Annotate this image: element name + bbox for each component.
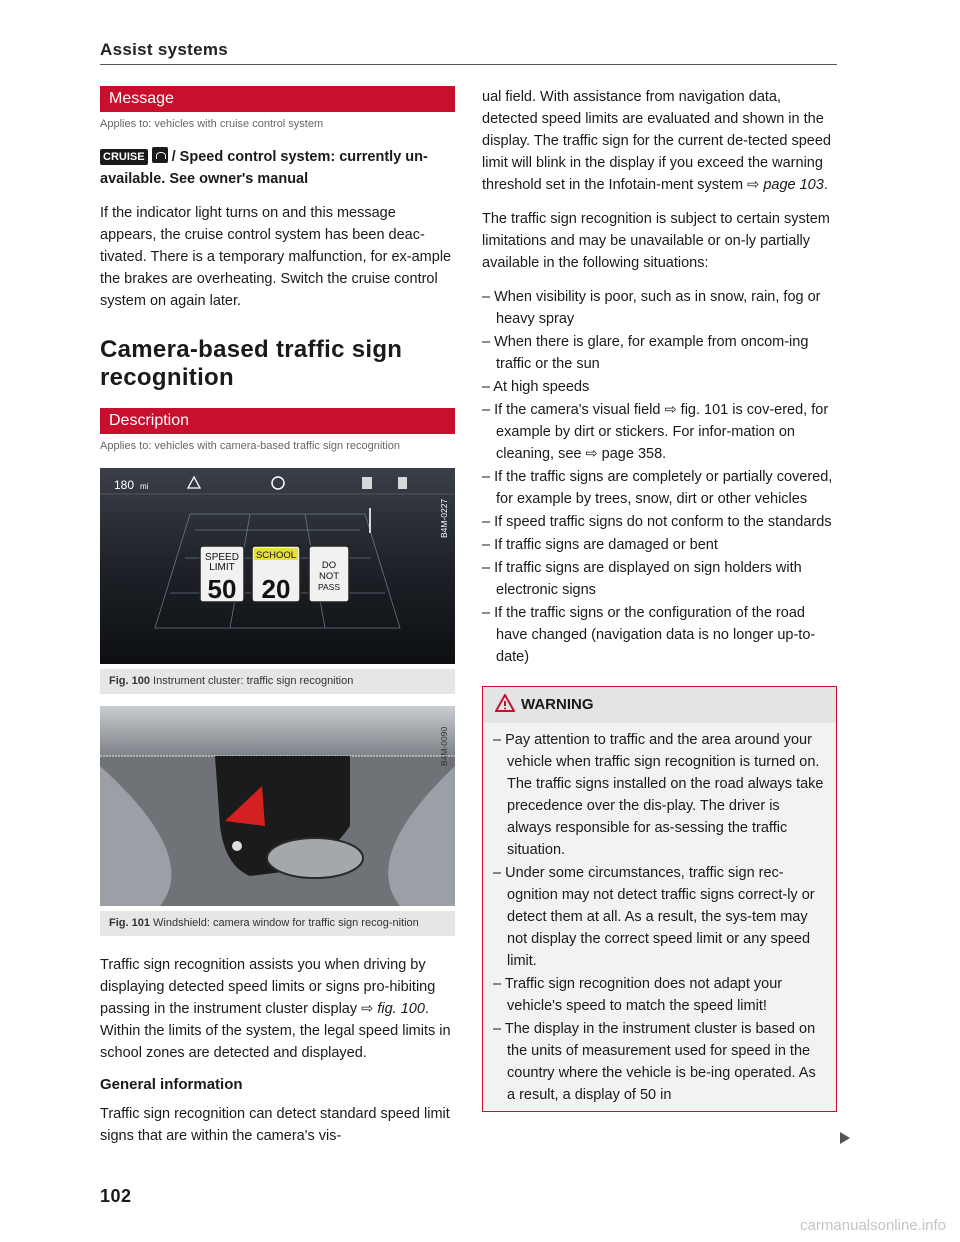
speed-limit-label-bottom: LIMIT	[209, 562, 235, 573]
figure-code-100: B4M-0227	[439, 498, 449, 538]
message-title	[100, 146, 455, 190]
applies-note-cruise: Applies to: vehicles with cruise control system	[100, 118, 324, 130]
dnp-line-2: NOT	[318, 571, 340, 582]
chapter-heading: Camera-based traffic sign recognition	[100, 336, 403, 391]
continued-arrow-icon	[840, 1132, 850, 1144]
range-readout: 180	[114, 478, 135, 492]
message-paragraph: If the indicator light turns on and this message appears, the cruise control system has been deac-tivated. There is a temporary malfunction, for ex-ample the brakes are overheating. Switch the cruise control system on again later.	[100, 205, 452, 309]
recognition-paragraph: Traffic sign recognition assists you when driving by displaying detected speed limits or signs pro-hibiting passing in the instrument cluster display ⇨ fig. 100. Within the limits of the system, the legal speed limits in school zones are detected and displayed.	[100, 957, 451, 1061]
left-column	[100, 86, 455, 1159]
warning-header	[483, 687, 836, 723]
school-label: SCHOOL	[255, 550, 297, 561]
header-rule	[100, 64, 837, 65]
warning-box	[482, 686, 837, 1112]
school-speed-value: 20	[261, 574, 291, 604]
limitations-paragraph: The traffic sign recognition is subject to certain system limitations and may be unavailable or on-ly partially available in the following situations:	[482, 211, 830, 271]
warning-list	[483, 723, 836, 1111]
instrument-cluster-image	[100, 468, 455, 664]
description-bar: Description	[100, 408, 455, 434]
warning-item: – Under some circumstances, traffic sign rec-ognition may not detect traffic signs correct-ly or detect them at all. As a result, the sys-tem may not display the correct speed limit or any speed limit.	[493, 862, 826, 972]
warning-triangle-icon	[495, 694, 515, 712]
dnp-line-3: PASS	[317, 582, 341, 592]
status-icon-far-right	[398, 477, 407, 489]
right-column	[482, 86, 837, 1112]
list-item: – If the traffic signs are completely or partially covered, for example by trees, snow, dirt or other vehicles	[482, 466, 837, 510]
figure-101-caption: Fig. 101 Windshield: camera window for traffic sign recog-nition	[100, 911, 455, 936]
cruise-indicator-icon: CRUISE	[100, 149, 148, 165]
list-item: – If traffic signs are displayed on sign holders with electronic signs	[482, 557, 837, 601]
page-number: 102	[100, 1186, 132, 1206]
figure-100	[100, 468, 455, 694]
figure-101	[100, 706, 455, 936]
message-title-text: / Speed control system: currently un-available. See owner's manual	[100, 149, 428, 187]
general-information-paragraph: Traffic sign recognition can detect standard speed limit signs that are within the camera's vis-	[100, 1106, 450, 1144]
list-item: – At high speeds	[482, 376, 837, 398]
figure-100-caption: Fig. 100 Instrument cluster: traffic sign recognition	[100, 669, 455, 694]
list-item: – When there is glare, for example from oncom-ing traffic or the sun	[482, 331, 837, 375]
rear-view-mirror	[267, 838, 363, 878]
section-title: Assist systems	[100, 40, 228, 59]
list-item: – If traffic signs are damaged or bent	[482, 534, 837, 556]
fig-100-reference[interactable]: ⇨ fig. 100	[361, 1001, 425, 1017]
speed-control-icon	[152, 147, 168, 163]
warning-title: WARNING	[521, 696, 594, 713]
figure-code-101: B4M-0090	[439, 726, 449, 766]
watermark: carmanualsonline.info	[800, 1217, 946, 1234]
status-icon-right	[362, 477, 372, 489]
continued-paragraph: ual field. With assistance from navigation data, detected speed limits are evaluated and shown in the display. The traffic sign for the current de-tected speed limit will blink in the display if you exceed the warning threshold set in the Infotain-ment system ⇨ page 103.	[482, 89, 831, 193]
speed-limit-value: 50	[207, 574, 237, 604]
range-unit: mi	[140, 482, 149, 491]
limitations-list	[482, 286, 837, 668]
list-item: – If the traffic signs or the configuration of the road have changed (navigation data is no longer up-to-date)	[482, 602, 837, 668]
list-item: – If speed traffic signs do not conform to the standards	[482, 511, 837, 533]
windshield-camera-image	[100, 706, 455, 906]
warning-item: – Traffic sign recognition does not adapt your vehicle's speed to match the speed limit!	[493, 973, 826, 1017]
message-bar: Message	[100, 86, 455, 112]
warning-item: – Pay attention to traffic and the area around your vehicle when traffic sign recognition is turned on. The traffic signs installed on the road always take precedence over the dis-play. The driver is always responsible for as-sessing the traffic situation.	[493, 729, 826, 861]
dnp-line-1: DO	[321, 560, 337, 571]
list-item: – If the camera's visual field ⇨ fig. 101 is cov-ered, for example by dirt or stickers. For infor-mation on cleaning, see ⇨ page 358.	[482, 399, 837, 465]
page-103-reference[interactable]: ⇨ page 103	[747, 177, 824, 193]
applies-note-camera: Applies to: vehicles with camera-based traffic sign recognition	[100, 440, 401, 452]
general-information-heading: General information	[100, 1076, 243, 1093]
list-item: – When visibility is poor, such as in snow, rain, fog or heavy spray	[482, 286, 837, 330]
speed-limit-label-top: SPEED	[205, 552, 239, 563]
warning-item: – The display in the instrument cluster is based on the units of measurement used for speed in the country where the vehicle is be-ing operated. As a result, a display of 50 in	[493, 1018, 826, 1106]
camera-lens-icon	[232, 841, 242, 851]
